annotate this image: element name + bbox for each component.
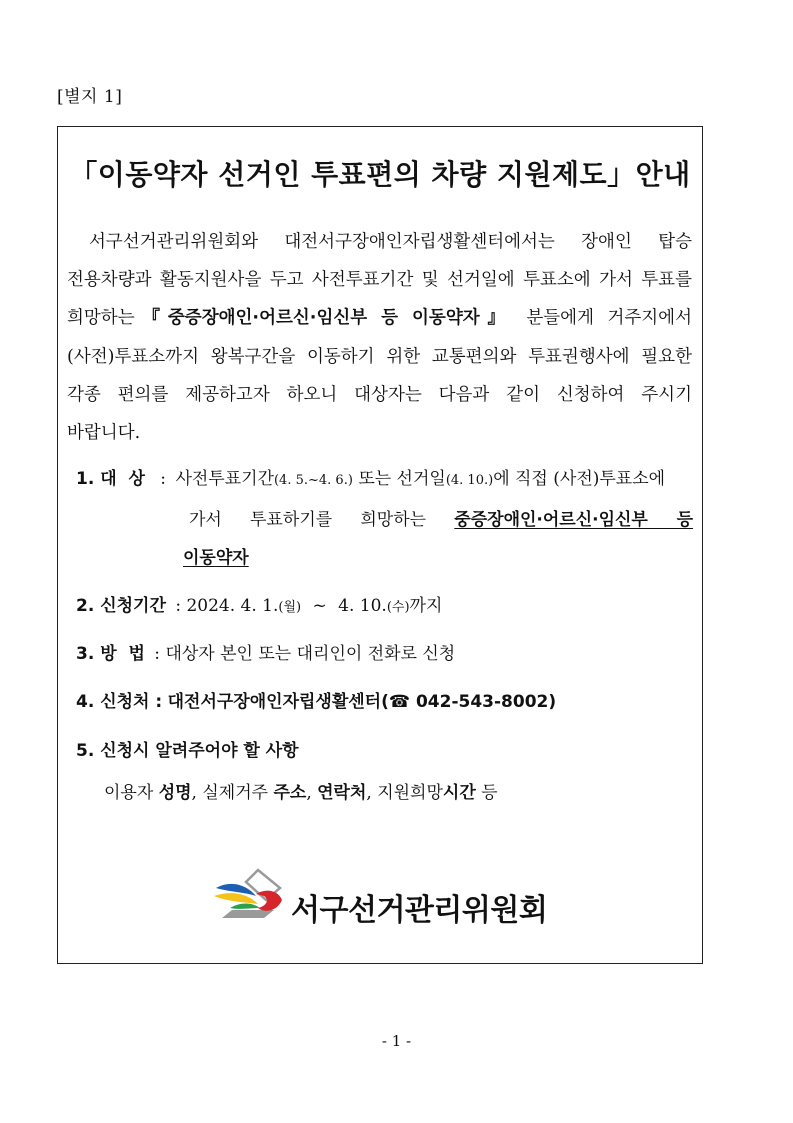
logo-text: 서구선거관리위원회 [291,893,548,928]
item-colon: : [154,644,161,664]
item-period [76,591,690,616]
intro-text: 희망하는 [67,308,135,329]
intro-text: 분들에게 거주지에서 [526,308,692,329]
item-value: 대상자 본인 또는 대리인이 전화로 신청 [165,644,456,664]
logo-ballot-box-shape [222,910,274,918]
attachment-label: [별지 1] [57,87,123,107]
item-text: 가서 투표하기를 희망하는 [189,510,427,530]
item-text: 까지 [409,596,443,616]
item-text: 또는 선거일 [358,469,446,489]
logo-stroke-red [256,891,282,911]
item-tilde: ~ [312,596,327,616]
item-date: (4. 10.) [445,473,494,488]
item-label: 4. 신청처 : [76,692,163,712]
item-colon: : [175,596,182,616]
item-highlight: 이동약자 [183,548,249,568]
item-day: (월) [278,600,302,615]
item-contact [76,687,690,712]
notice-bold: 주소 [273,783,307,803]
item-colon: : [160,469,167,489]
intro-line: 바랍니다. [67,423,141,444]
notice-text: 이용자 [104,783,154,803]
item-notice [76,736,690,761]
notice-text: , 실제거주 [191,783,269,803]
page-title: 「이동약자 선거인 투표편의 차량 지원제도」안내 [69,158,691,191]
logo-stroke-green [230,904,260,909]
item-label: 2. 신청기간 [76,596,166,616]
item-value: 대전서구장애인자립생활센터(☎ 042-543-8002) [167,692,557,712]
item-value: 2024. 4. 1. [186,596,279,616]
item-label: 1. 대 상 [76,469,145,489]
item-day: (수) [386,600,410,615]
intro-line: 전용차량과 활동지원사을 두고 사전투표기간 및 선거일에 투표소에 가서 투표를 [67,270,692,291]
item-text: 에 직접 (사전)투표소에 [493,469,666,489]
item-notice-detail [104,778,690,803]
item-label: 3. 방 법 [76,644,145,664]
notice-bold: 연락처 [317,783,367,803]
intro-highlight: 『중증장애인·어르신·임신부 등 이동약자』 [134,308,513,329]
notice-box [57,126,703,964]
item-text: 사전투표기간 [175,469,274,489]
page-number: - 1 - [381,1032,412,1050]
item-target-line3 [183,543,690,568]
item-date: (4. 5.~4. 6.) [273,473,353,488]
notice-bold: 성명 [158,783,192,803]
notice-text: , [306,783,312,803]
notice-text: 등 [481,783,498,803]
item-highlight: 중증장애인·어르신·임신부 등 [454,510,694,530]
item-target-line2 [189,505,693,530]
item-target [76,464,690,489]
intro-line: (사전)투표소까지 왕복구간을 이동하기 위한 교통편의와 투표권행사에 필요한 [67,346,692,367]
notice-bold: 시간 [442,783,476,803]
logo-stroke-yellow [214,893,258,904]
intro-line [67,299,692,337]
notice-text: , 지원희망 [366,783,443,803]
intro-line: 각종 편의를 제공하고자 하오니 대상자는 다음과 같이 신청하여 주시기 [67,384,692,405]
item-method [76,639,690,664]
item-value: 4. 10. [338,596,387,616]
item-label: 5. 신청시 알려주어야 할 사항 [76,741,299,761]
intro-paragraph [67,223,692,452]
intro-line: 서구선거관리위원회와 대전서구장애인자립생활센터에서는 장애인 탑승 [89,232,692,252]
